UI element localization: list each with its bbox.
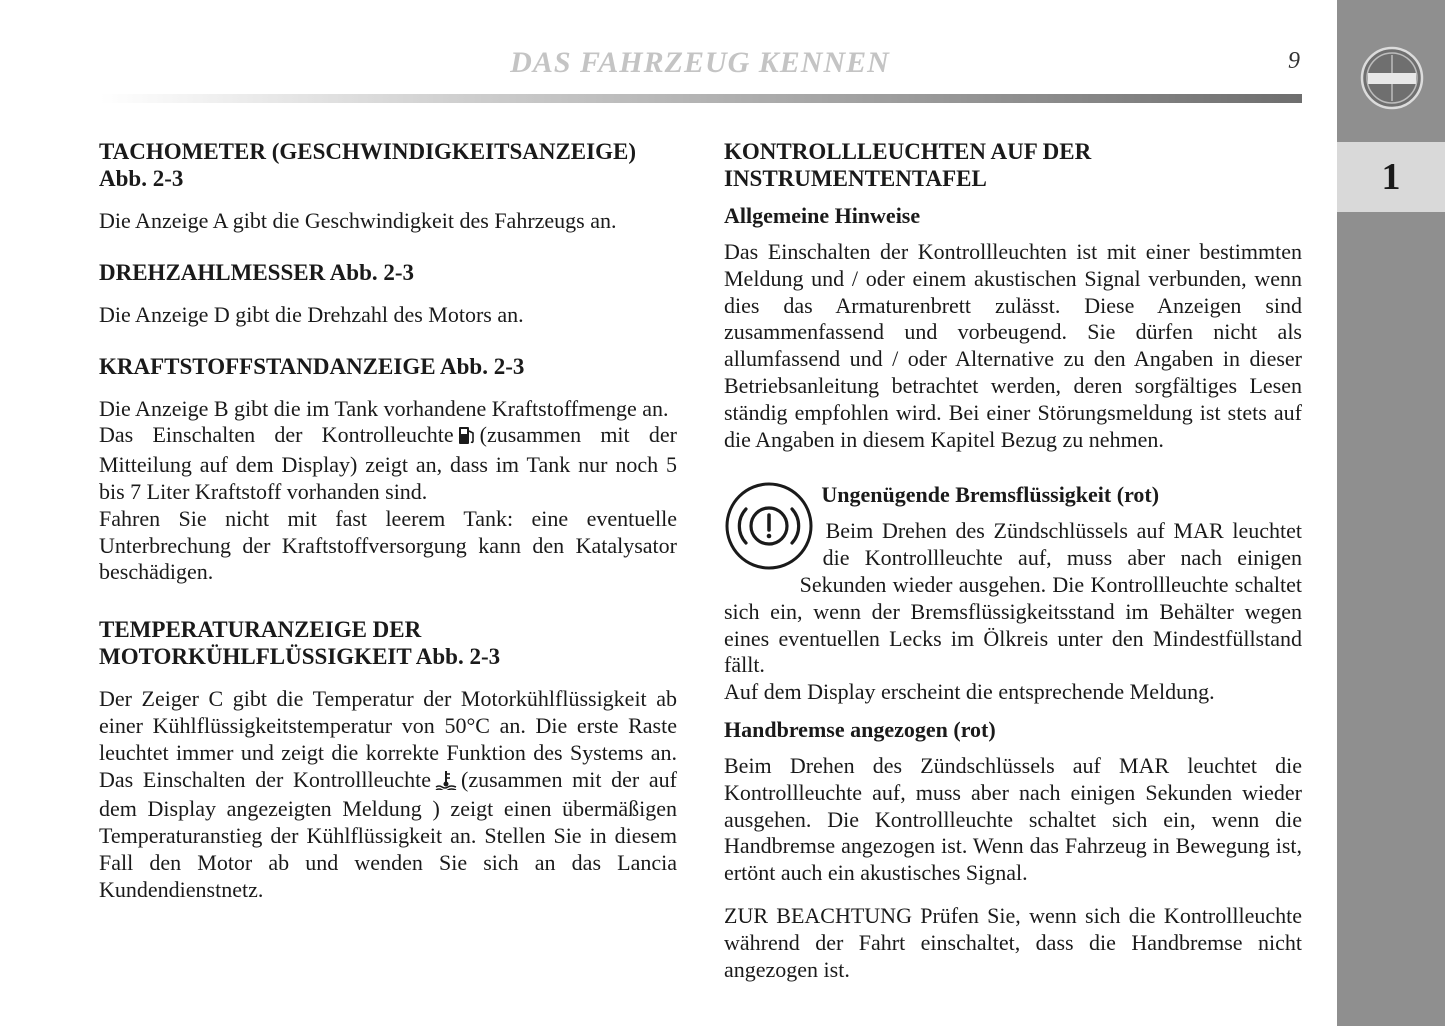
temperature-heading	[99, 616, 677, 670]
handbrake-heading: Handbremse angezogen (rot)	[724, 716, 996, 742]
right-column	[724, 138, 1302, 983]
rev-counter-heading: DREHZAHLMESSER Abb. 2-3	[99, 259, 415, 285]
brake-fluid-text-1: Beim Drehen des Zündschlüssels auf MAR leuchtet die Kontrollleuchte auf, muss aber nach einigen Sekunden wieder ausgehen. Die Kontrollleuchte schaltet sich ein, wenn der Bremsflüssigkeitsstand im Behälter wegen eines eventuellen Lecks im Ölkreis unter den Mindestfüllstand fällt.	[724, 518, 1302, 678]
warning-lights-heading-line1: KONTROLLLEUCHTEN AUF DER	[724, 139, 1092, 164]
fuel-text-part-b: (zusammen mit der Mitteilung auf dem Display) zeigt an, dass im Tank nur noch 5 bis 7 Liter Kraftstoff vorhanden sind.	[99, 422, 677, 504]
general-notes-heading: Allgemeine Hinweise	[724, 203, 921, 228]
temperature-text-part-a: Der Zeiger C gibt die Temperatur der Motorkühlflüssigkeit ab einer Kühlflüssigkeitstemperatur von 50°C an. Die erste Raste leuchtet immer und zeigt die korrekte Funktion des Systems an. Das Einschalten der Kontrollleuchte	[99, 686, 677, 792]
coolant-temperature-icon	[435, 770, 457, 797]
page-header-title: DAS FAHRZEUG KENNEN	[510, 46, 890, 79]
brake-fluid-heading: Ungenügende Bremsflüssigkeit (rot)	[821, 482, 1160, 508]
temperature-text-part-b: (zusammen mit der auf dem Display angezeigten Meldung ) zeigt einen übermäßigen Temperaturanstieg der Kühlflüssigkeit an. Stellen Sie in diesem Fall den Motor ab und wenden Sie sich an das Lancia Kundendienstnetz.	[99, 766, 677, 902]
warning-lights-heading-line2: INSTRUMENTENTAFEL	[724, 166, 987, 191]
tachometer-heading	[99, 138, 677, 192]
tachometer-text: Die Anzeige A gibt die Geschwindigkeit des Fahrzeugs an.	[99, 208, 617, 233]
temperature-text	[99, 686, 677, 903]
temperature-heading-line2: MOTORKÜHLFLÜSSIGKEIT Abb. 2-3	[99, 644, 501, 670]
chapter-tab-number: 1	[1381, 156, 1401, 198]
fuel-pump-icon	[458, 425, 476, 452]
page-number: 9	[1288, 48, 1300, 74]
brake-fluid-section	[724, 481, 1302, 706]
warning-lights-heading	[724, 138, 1302, 192]
rev-counter-text: Die Anzeige D gibt die Drehzahl des Motors an.	[99, 301, 524, 327]
temperature-heading-line1: TEMPERATURANZEIGE DER	[99, 617, 422, 643]
fuel-gauge-text-1: Die Anzeige B gibt die im Tank vorhandene Kraftstoffmenge an.	[99, 395, 669, 421]
fuel-text-part-a: Das Einschalten der Kontrolleuchte	[99, 422, 454, 448]
general-notes-text: Das Einschalten der Kontrollleuchten ist mit einer bestimmten Meldung und / oder einem akustischen Signal verbunden, wenn dies das Armaturenbrett zulässt. Diese Anzeigen sind zusammenfassend und vorbeugend. Sie dürfen nicht als allumfassend und / oder Alternative zu den Angaben in dieser Betriebsanleitung betrachtet werden, deren sorgfältiges Lesen ständig empfohlen wird. Bei einer Störungsmeldung ist stets auf die Angaben in diesem Kapitel Bezug zu nehmen.	[724, 239, 1302, 452]
tachometer-heading-line1: TACHOMETER (GESCHWINDIGKEITSANZEIGE)	[99, 139, 636, 164]
lancia-logo-icon	[1360, 46, 1424, 110]
chapter-tab[interactable]	[1337, 142, 1445, 212]
attention-text: ZUR BEACHTUNG Prüfen Sie, wenn sich die Kontrollleuchte während der Fahrt einschaltet, dass die Handbremse nicht angezogen ist.	[724, 902, 1302, 982]
header-divider	[100, 94, 1302, 103]
fuel-gauge-text-3: Fahren Sie nicht mit fast leerem Tank: eine eventuelle Unterbrechung der Kraftstoffversorgung kann den Katalysator beschädigen.	[99, 505, 677, 585]
brake-fluid-text-2: Auf dem Display erscheint die entsprechende Meldung.	[724, 679, 1215, 705]
fuel-gauge-heading: KRAFTSTOFFSTANDANZEIGE Abb. 2-3	[99, 353, 525, 379]
handbrake-text: Beim Drehen des Zündschlüssels auf MAR leuchtet die Kontrollleuchte auf, muss aber nach einigen Sekunden wieder ausgehen. Die Kontrollleuchte schaltet sich ein, wenn die Handbremse angezogen ist. Wenn das Fahrzeug in Bewegung ist, ertönt auch ein akustisches Signal.	[724, 752, 1302, 886]
tachometer-heading-line2: Abb. 2-3	[99, 166, 184, 191]
brake-warning-icon	[724, 481, 814, 571]
left-column	[99, 138, 677, 904]
fuel-gauge-text-2	[99, 422, 677, 505]
